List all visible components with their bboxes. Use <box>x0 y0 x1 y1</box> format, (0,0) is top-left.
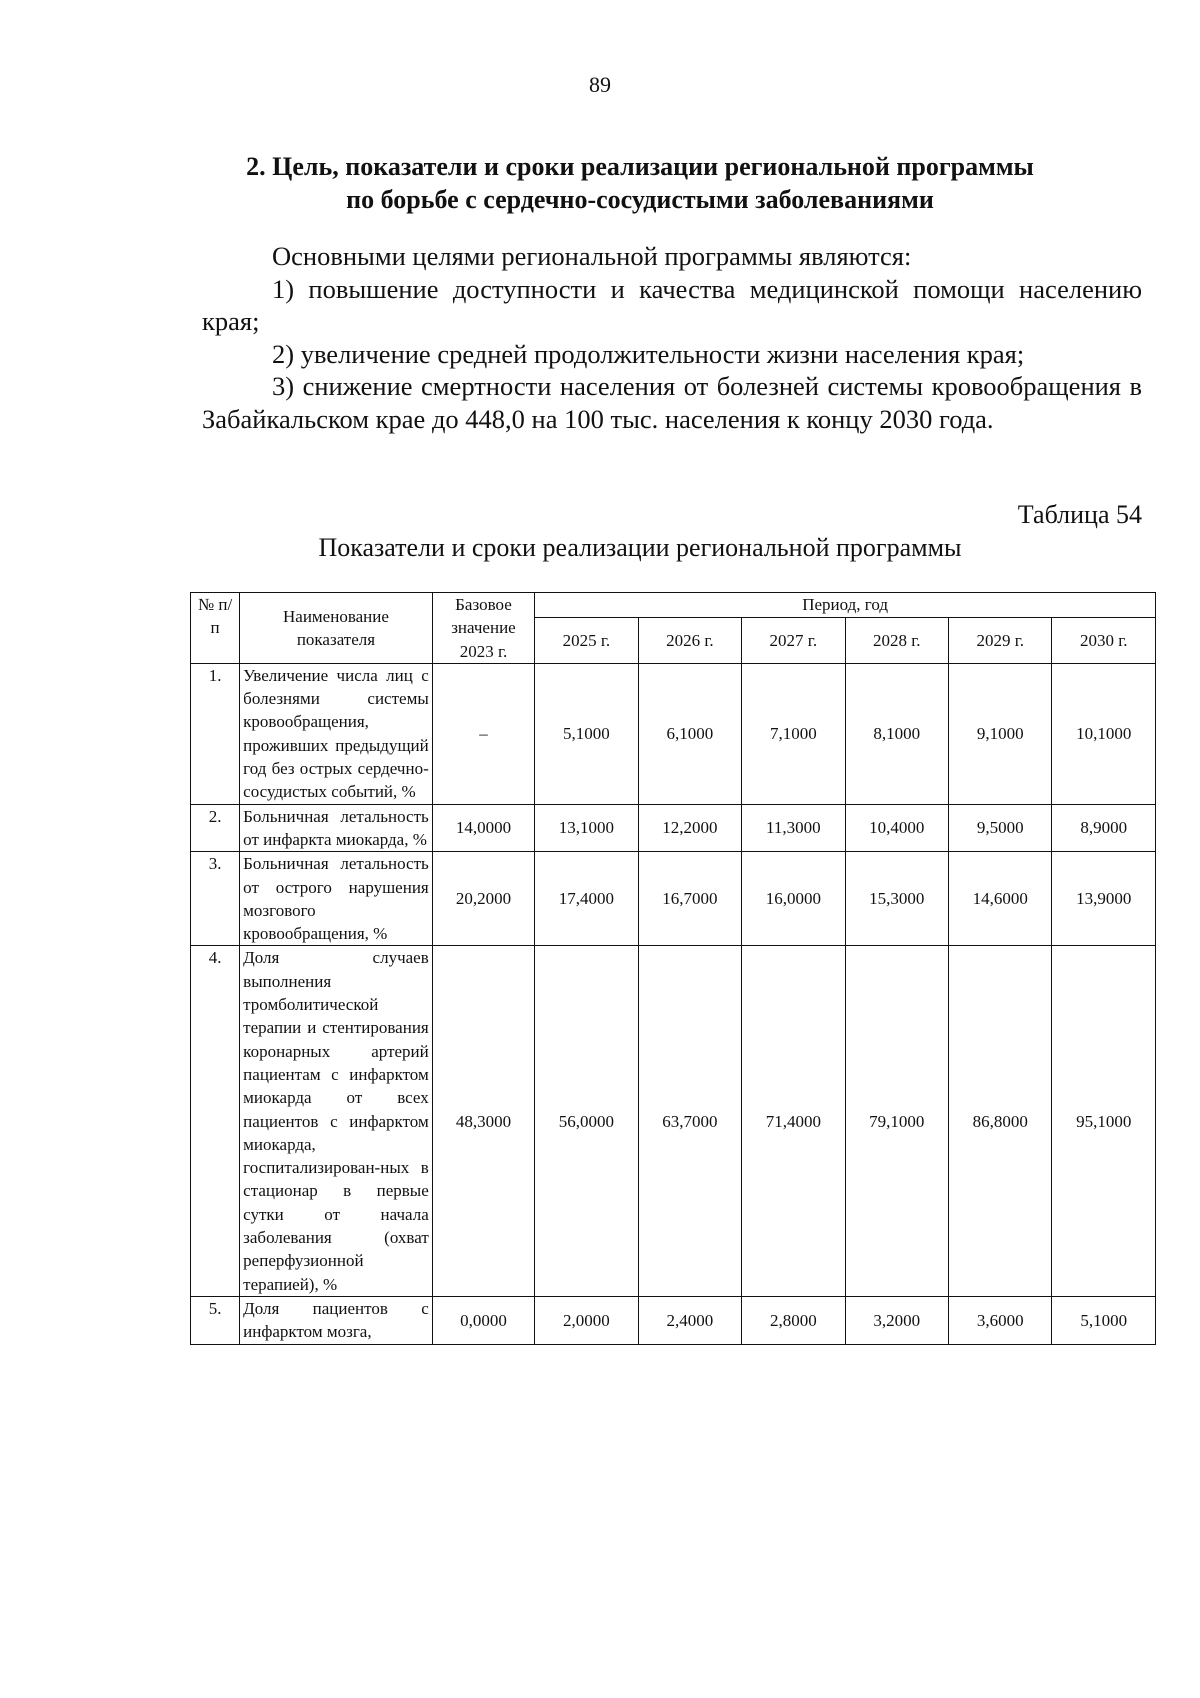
header-year: 2026 г. <box>638 617 741 663</box>
year-value: 13,9000 <box>1052 852 1156 946</box>
goals-intro: Основными целями региональной программы являются: <box>272 241 912 271</box>
row-number: 1. <box>191 663 240 804</box>
table-row <box>191 663 1156 804</box>
year-value: 95,1000 <box>1052 946 1156 1296</box>
year-value: 2,0000 <box>535 1296 638 1344</box>
row-number: 5. <box>191 1296 240 1344</box>
year-value: 86,8000 <box>949 946 1052 1296</box>
base-value: 20,2000 <box>432 852 534 946</box>
table-row <box>191 946 1156 1296</box>
base-value: 0,0000 <box>432 1296 534 1344</box>
year-value: 16,0000 <box>742 852 845 946</box>
base-value: 14,0000 <box>432 804 534 852</box>
year-value: 3,6000 <box>949 1296 1052 1344</box>
year-value: 9,1000 <box>949 663 1052 804</box>
year-value: 71,4000 <box>742 946 845 1296</box>
year-value: 63,7000 <box>638 946 741 1296</box>
year-value: 8,1000 <box>845 663 948 804</box>
indicator-name: Больничная летальность от острого нарушения мозгового кровообращения, % <box>240 852 433 946</box>
goal-3: 3) снижение смертности населения от болезней системы кровообращения в Забайкальском крае до 448,0 на 100 тыс. населения к концу 2030 года. <box>202 371 1142 434</box>
year-value: 6,1000 <box>638 663 741 804</box>
year-value: 17,4000 <box>535 852 638 946</box>
indicator-name: Увеличение числа лиц с болезнями системы кровообращения, проживших предыдущий год без острых сердечно-сосудистых событий, % <box>240 663 433 804</box>
year-value: 14,6000 <box>949 852 1052 946</box>
table-header-row <box>191 593 1156 618</box>
year-value: 5,1000 <box>535 663 638 804</box>
page-number: 89 <box>589 72 611 97</box>
year-value: 2,4000 <box>638 1296 741 1344</box>
section-heading-line-1: 2. Цель, показатели и сроки реализации региональной программы <box>246 152 1034 181</box>
year-value: 8,9000 <box>1052 804 1156 852</box>
section-heading-line-2: по борьбе с сердечно-сосудистыми заболеваниями <box>346 185 934 214</box>
goal-2: 2) увеличение средней продолжительности жизни населения края; <box>272 338 1025 369</box>
table-label: Таблица 54 <box>1017 500 1142 529</box>
year-value: 10,1000 <box>1052 663 1156 804</box>
indicator-name: Доля случаев выполнения тромболитической терапии и стентирования коронарных артерий пациентам с инфарктом миокарда от всех пациентов с инфарктом миокарда, госпитализирован-ных в стационар в первые сутки от начала заболевания (охват реперфузионной терапией), % <box>240 946 433 1296</box>
table-row <box>191 1296 1156 1344</box>
year-value: 9,5000 <box>949 804 1052 852</box>
year-value: 11,3000 <box>742 804 845 852</box>
base-value: – <box>432 663 534 804</box>
row-number: 2. <box>191 804 240 852</box>
row-number: 4. <box>191 946 240 1296</box>
goal-1: 1) повышение доступности и качества медицинской помощи населению края; <box>202 273 1142 336</box>
header-year: 2027 г. <box>742 617 845 663</box>
year-value: 3,2000 <box>845 1296 948 1344</box>
header-base: Базовое значение 2023 г. <box>432 593 534 664</box>
year-value: 2,8000 <box>742 1296 845 1344</box>
year-value: 15,3000 <box>845 852 948 946</box>
table-row <box>191 804 1156 852</box>
indicator-name: Доля пациентов с инфарктом мозга, <box>240 1296 433 1344</box>
indicator-name: Больничная летальность от инфаркта миокарда, % <box>240 804 433 852</box>
year-value: 7,1000 <box>742 663 845 804</box>
year-value: 13,1000 <box>535 804 638 852</box>
header-year: 2029 г. <box>949 617 1052 663</box>
indicators-table <box>190 592 1156 1345</box>
year-value: 56,0000 <box>535 946 638 1296</box>
year-value: 12,2000 <box>638 804 741 852</box>
header-name: Наименование показателя <box>240 593 433 664</box>
year-value: 10,4000 <box>845 804 948 852</box>
section-heading <box>200 150 1080 216</box>
header-no: № п/п <box>191 593 240 664</box>
header-year: 2030 г. <box>1052 617 1156 663</box>
year-value: 5,1000 <box>1052 1296 1156 1344</box>
year-value: 79,1000 <box>845 946 948 1296</box>
table-title: Показатели и сроки реализации региональной программы <box>318 533 962 562</box>
row-number: 3. <box>191 852 240 946</box>
header-year: 2025 г. <box>535 617 638 663</box>
header-year: 2028 г. <box>845 617 948 663</box>
header-period: Период, год <box>535 593 1156 618</box>
goals-text <box>202 240 1142 435</box>
year-value: 16,7000 <box>638 852 741 946</box>
base-value: 48,3000 <box>432 946 534 1296</box>
table-row <box>191 852 1156 946</box>
